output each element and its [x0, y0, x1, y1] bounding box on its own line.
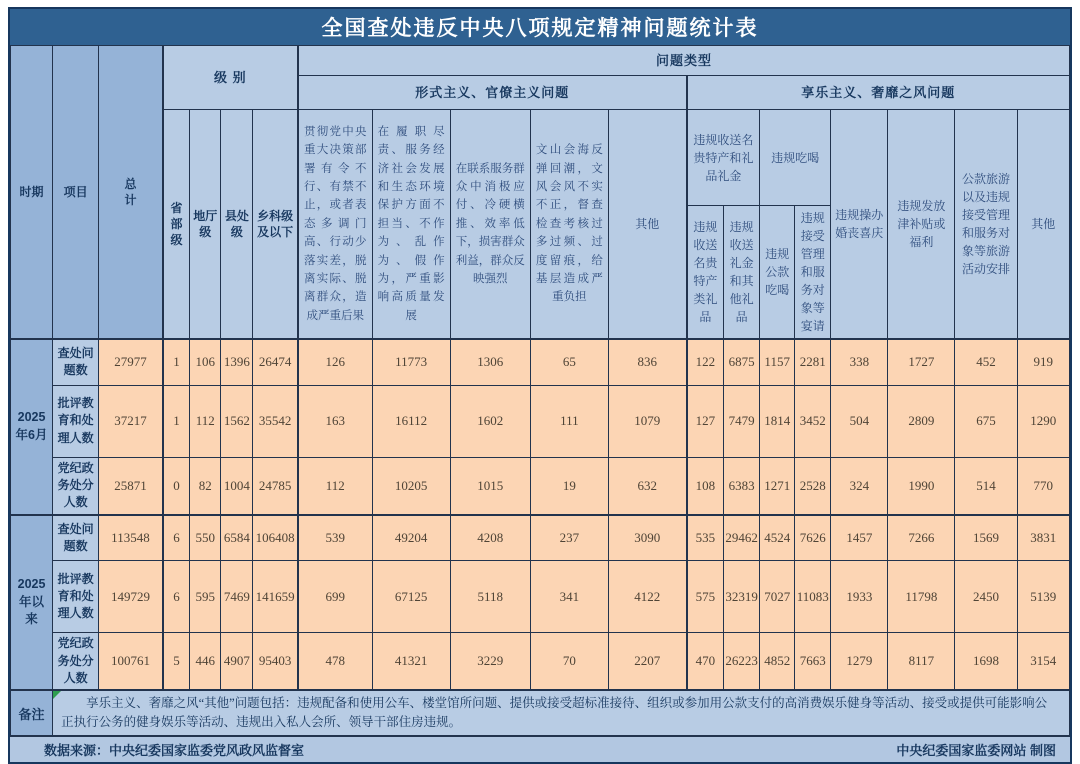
value-cell: 2207 [608, 633, 686, 691]
value-cell: 10205 [372, 457, 450, 515]
col-header-level-township: 乡科级及以下 [253, 110, 298, 340]
value-cell: 7469 [221, 561, 253, 633]
value-cell: 2809 [888, 385, 955, 457]
value-cell: 6875 [724, 339, 760, 385]
value-cell: 111 [530, 385, 608, 457]
group-header-formalism: 形式主义、官僚主义问题 [298, 76, 687, 110]
value-cell: 6 [163, 561, 190, 633]
col-header-formalism-2: 在履职尽责、服务经济社会发展和生态环境保护方面不担当、不作为、乱作为、假作为，严重影响高质量发展 [372, 110, 450, 340]
value-cell: 2281 [795, 339, 831, 385]
value-cell: 8117 [888, 633, 955, 691]
value-cell: 575 [687, 561, 724, 633]
value-cell: 112 [298, 457, 372, 515]
value-cell: 1015 [450, 457, 530, 515]
value-cell: 6383 [724, 457, 760, 515]
value-cell: 1396 [221, 339, 253, 385]
value-cell: 470 [687, 633, 724, 691]
table-row [11, 561, 1070, 633]
note-row [11, 690, 1070, 735]
value-cell: 95403 [253, 633, 298, 691]
value-cell: 127 [687, 385, 724, 457]
value-cell: 3154 [1017, 633, 1069, 691]
group-header-hedonism: 享乐主义、奢靡之风问题 [687, 76, 1070, 110]
value-cell: 3229 [450, 633, 530, 691]
page-title: 全国查处违反中央八项规定精神问题统计表 [10, 9, 1070, 45]
col-header-gifts-cash: 违规收送礼金和其他礼品 [724, 206, 760, 340]
item-label: 查处问题数 [53, 339, 99, 385]
value-cell: 26223 [724, 633, 760, 691]
value-cell: 1457 [831, 515, 888, 561]
col-header-hedonism-other: 其他 [1017, 110, 1069, 340]
col-header-formalism-3: 在联系服务群众中消极应付、冷硬横推、效率低下，损害群众利益，群众反映强烈 [450, 110, 530, 340]
col-header-allowances: 违规发放津补贴或福利 [888, 110, 955, 340]
value-cell: 514 [955, 457, 1017, 515]
col-header-level-prefecture: 地厅级 [190, 110, 221, 340]
value-cell: 1602 [450, 385, 530, 457]
value-cell: 237 [530, 515, 608, 561]
value-cell: 11773 [372, 339, 450, 385]
value-cell: 70 [530, 633, 608, 691]
period-label: 2025年6月 [11, 339, 53, 515]
value-cell: 4907 [221, 633, 253, 691]
value-cell: 35542 [253, 385, 298, 457]
cell-corner-flag [53, 691, 61, 699]
value-cell: 65 [530, 339, 608, 385]
item-label: 批评教育和处理人数 [53, 385, 99, 457]
value-cell: 341 [530, 561, 608, 633]
value-cell: 19 [530, 457, 608, 515]
group-header-problem-type: 问题类型 [298, 46, 1070, 76]
value-cell: 2450 [955, 561, 1017, 633]
value-cell: 1157 [760, 339, 795, 385]
table-row [11, 633, 1070, 691]
value-cell: 29462 [724, 515, 760, 561]
value-cell: 836 [608, 339, 686, 385]
value-cell: 1 [163, 339, 190, 385]
value-cell: 149729 [99, 561, 163, 633]
value-cell: 699 [298, 561, 372, 633]
col-header-weddings-funerals: 违规操办婚丧喜庆 [831, 110, 888, 340]
col-header-formalism-4: 文山会海反弹回潮，文风会风不实不正，督查检查考核过多过频、过度留痕，给基层造成严重负担 [530, 110, 608, 340]
col-header-formalism-1: 贯彻党中央重大决策部署有令不行、有禁不止，或者表态多调门高、行动少落实差，脱离实际、脱离群众，造成严重后果 [298, 110, 372, 340]
value-cell: 1 [163, 385, 190, 457]
value-cell: 112 [190, 385, 221, 457]
value-cell: 1698 [955, 633, 1017, 691]
group-header-level: 级 别 [163, 46, 298, 110]
value-cell: 11083 [795, 561, 831, 633]
col-header-level-province: 省部级 [163, 110, 190, 340]
value-cell: 4524 [760, 515, 795, 561]
value-cell: 1562 [221, 385, 253, 457]
value-cell: 141659 [253, 561, 298, 633]
statistics-table [10, 45, 1070, 736]
value-cell: 550 [190, 515, 221, 561]
table-row [11, 457, 1070, 515]
value-cell: 25871 [99, 457, 163, 515]
credit-text: 中央纪委国家监委网站 制图 [896, 742, 1056, 758]
note-label: 备注 [11, 690, 53, 735]
value-cell: 6 [163, 515, 190, 561]
value-cell: 1004 [221, 457, 253, 515]
col-header-total-text: 总计 [124, 176, 137, 207]
value-cell: 7266 [888, 515, 955, 561]
value-cell: 338 [831, 339, 888, 385]
footer-bar [10, 736, 1070, 762]
group-header-dining: 违规吃喝 [760, 110, 831, 206]
value-cell: 126 [298, 339, 372, 385]
col-header-level-county: 县处级 [221, 110, 253, 340]
value-cell: 4852 [760, 633, 795, 691]
value-cell: 7663 [795, 633, 831, 691]
item-label: 查处问题数 [53, 515, 99, 561]
table-row [11, 385, 1070, 457]
value-cell: 106 [190, 339, 221, 385]
value-cell: 2528 [795, 457, 831, 515]
value-cell: 452 [955, 339, 1017, 385]
value-cell: 7027 [760, 561, 795, 633]
value-cell: 595 [190, 561, 221, 633]
value-cell: 7479 [724, 385, 760, 457]
col-header-total [99, 46, 163, 340]
col-header-dining-banquets: 违规接受管理和服务对象等宴请 [795, 206, 831, 340]
value-cell: 3452 [795, 385, 831, 457]
value-cell: 446 [190, 633, 221, 691]
col-header-gifts-specialty: 违规收送名贵特产类礼品 [687, 206, 724, 340]
value-cell: 324 [831, 457, 888, 515]
value-cell: 27977 [99, 339, 163, 385]
value-cell: 1306 [450, 339, 530, 385]
value-cell: 67125 [372, 561, 450, 633]
value-cell: 24785 [253, 457, 298, 515]
value-cell: 41321 [372, 633, 450, 691]
value-cell: 0 [163, 457, 190, 515]
value-cell: 4208 [450, 515, 530, 561]
value-cell: 1079 [608, 385, 686, 457]
value-cell: 5 [163, 633, 190, 691]
value-cell: 1814 [760, 385, 795, 457]
col-header-public-travel: 公款旅游以及违规接受管理和服务对象等旅游活动安排 [955, 110, 1017, 340]
col-header-dining-public-funds: 违规公款吃喝 [760, 206, 795, 340]
value-cell: 1279 [831, 633, 888, 691]
value-cell: 100761 [99, 633, 163, 691]
col-header-formalism-other: 其他 [608, 110, 686, 340]
note-cell [53, 690, 1070, 735]
value-cell: 535 [687, 515, 724, 561]
value-cell: 919 [1017, 339, 1069, 385]
value-cell: 675 [955, 385, 1017, 457]
value-cell: 82 [190, 457, 221, 515]
value-cell: 1990 [888, 457, 955, 515]
value-cell: 49204 [372, 515, 450, 561]
value-cell: 1271 [760, 457, 795, 515]
table-row [11, 339, 1070, 385]
value-cell: 3090 [608, 515, 686, 561]
value-cell: 122 [687, 339, 724, 385]
value-cell: 770 [1017, 457, 1069, 515]
value-cell: 37217 [99, 385, 163, 457]
value-cell: 3831 [1017, 515, 1069, 561]
item-label: 党纪政务处分人数 [53, 633, 99, 691]
value-cell: 4122 [608, 561, 686, 633]
value-cell: 16112 [372, 385, 450, 457]
value-cell: 7626 [795, 515, 831, 561]
col-header-item: 项目 [53, 46, 99, 340]
value-cell: 1933 [831, 561, 888, 633]
table-row [11, 515, 1070, 561]
value-cell: 5118 [450, 561, 530, 633]
note-text: 享乐主义、奢靡之风“其他”问题包括：违规配备和使用公车、楼堂馆所问题、提供或接受超标准接待、组织或参加用公款支付的高消费娱乐健身等活动、接受或提供可能影响公正执行公务的健身娱乐等活动、违规出入私人会所、领导干部住房违规。 [61, 696, 1048, 730]
value-cell: 1727 [888, 339, 955, 385]
value-cell: 1569 [955, 515, 1017, 561]
value-cell: 108 [687, 457, 724, 515]
group-header-gifts: 违规收送名贵特产和礼品礼金 [687, 110, 760, 206]
value-cell: 539 [298, 515, 372, 561]
value-cell: 113548 [99, 515, 163, 561]
data-source-text: 数据来源：中央纪委国家监委党风政风监督室 [44, 742, 305, 758]
value-cell: 11798 [888, 561, 955, 633]
value-cell: 6584 [221, 515, 253, 561]
value-cell: 26474 [253, 339, 298, 385]
value-cell: 504 [831, 385, 888, 457]
period-label: 2025年以来 [11, 515, 53, 691]
value-cell: 632 [608, 457, 686, 515]
value-cell: 478 [298, 633, 372, 691]
table-frame [8, 7, 1072, 764]
value-cell: 163 [298, 385, 372, 457]
value-cell: 106408 [253, 515, 298, 561]
value-cell: 32319 [724, 561, 760, 633]
item-label: 党纪政务处分人数 [53, 457, 99, 515]
value-cell: 1290 [1017, 385, 1069, 457]
item-label: 批评教育和处理人数 [53, 561, 99, 633]
value-cell: 5139 [1017, 561, 1069, 633]
col-header-period: 时期 [11, 46, 53, 340]
